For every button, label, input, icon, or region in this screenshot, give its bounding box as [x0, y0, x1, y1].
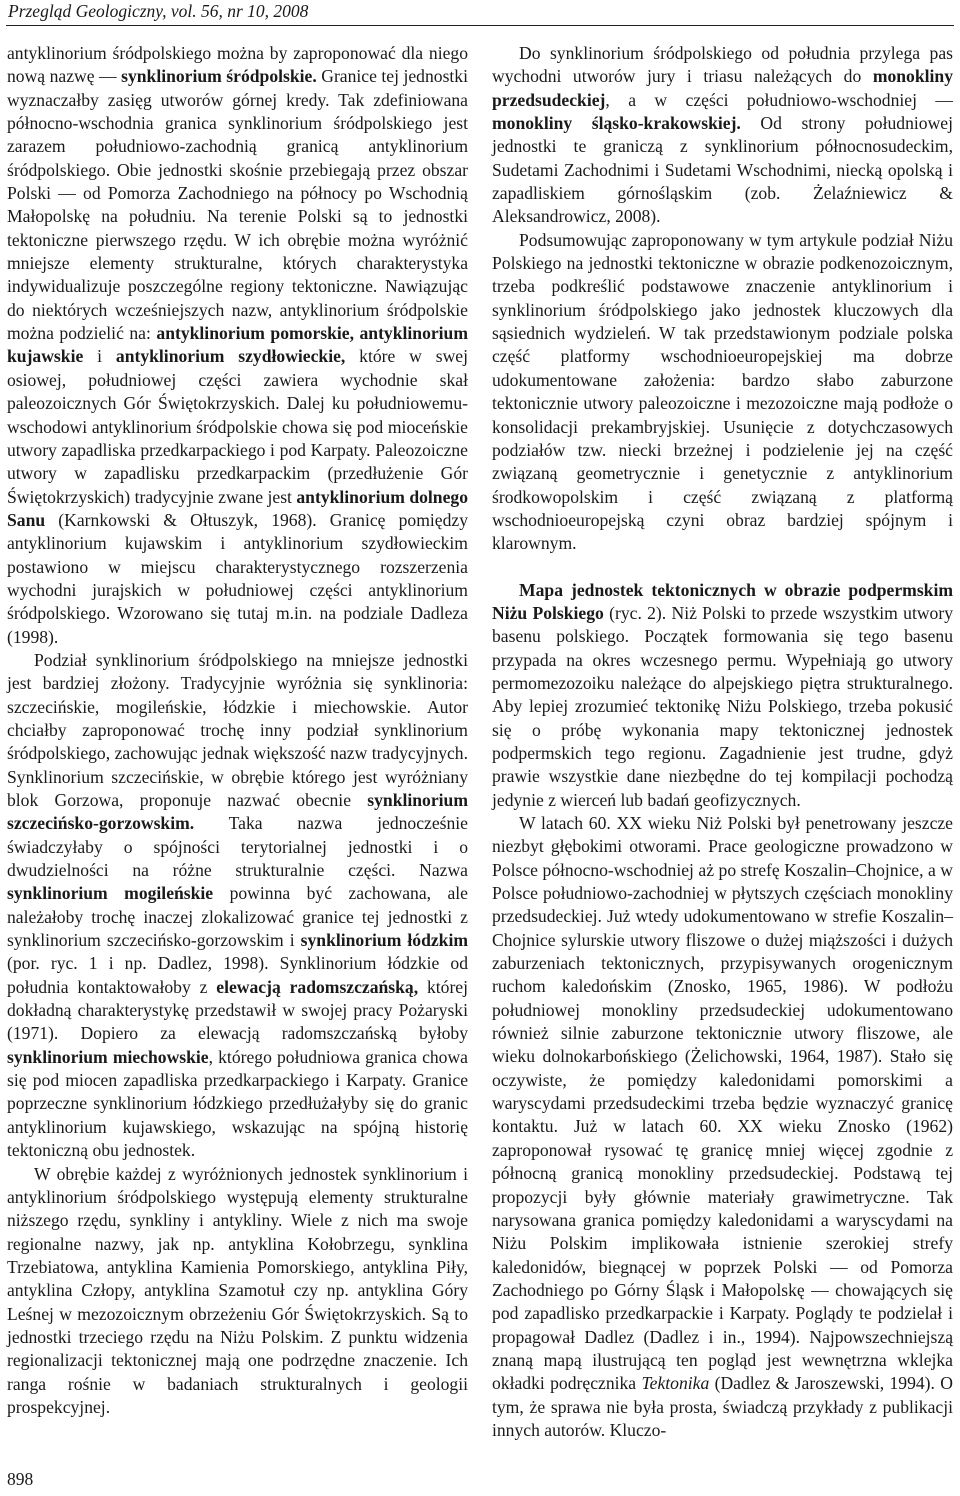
section-heading: Mapa jednostek tektonicznych w obrazie podpermskim Niżu Polskiego	[492, 579, 953, 623]
left-paragraph-2: Podział synklinorium śródpolskiego na mniejsze jednostki jest bardziej złożony. Tradycyjnie wyróżnia się synklinoria: szczecińskie, mogileńskie, łódzkie i miechowskie. Autor chciałby zaproponować trochę inny podział synklinorium śródpolskiego, zachowując jednak większość nazw tradycyjnych. Synklinorium szczecińskie, w obrębie którego jest wyróżniany blok Gorzowa, proponuje nazwać obecnie synklinorium szczecińsko-gorzowskim. Taka nazwa jednocześnie świadczyłaby o spójności terytorialnej jednostki i o dwudzielności na różne strukturalnie części. Nazwa synklinorium mogileńskie powinna być zachowana, ale należałoby trochę inaczej zlokalizować granice tej jednostki z synklinorium szczecińsko-gorzowskim i synklinorium łódzkim (por. ryc. 1 i np. Dadlez, 1998). Synklinorium łódzkie od południa kontaktowałoby z elewacją radomszczańską, której dokładną charakterystykę przedstawił w swojej pracy Pożaryski (1971). Dopiero za elewacją radomszczańską byłoby synklinorium miechowskie, którego południowa granica chowa się pod miocen zapadliska przedkarpackiego i Karpaty. Granice poprzeczne synklinorium łódzkiego przedłużałyby się do granic antyklinorium kujawskiego, wskazując na spójną historię tektoniczną obu jednostek.	[7, 649, 469, 1161]
right-paragraph-2: Podsumowując zaproponowany w tym artykule podział Niżu Polskiego na jednostki tektoniczne w obrazie podkenozoicznym, trzeba podkreślić podstawowe znaczenie antyklinorium i synklinorium śródpolskiego jako jednostek kluczowych dla sąsiednich wydzieleń. W tak przedstawionym podziale polska część platformy wschodnioeuropejskiej ma dobrze udokumentowane założenia: bardzo słabo zaburzone tektonicznie utwory paleozoiczne i mezozoiczne mają podłoże o konsolidacji prekambryjskiej. Usunięcie z dotychczasowych podziałów tzw. niecki brzeżnej i podzielenie jej na część związaną geometrycznie i genetycznie z antyklinorium środkowopolskim i część związaną z platformą wschodnioeuropejską czyni obraz bardziej spójnym i klarownym.	[492, 229, 953, 554]
page-number: 898	[7, 1469, 34, 1489]
right-column	[492, 42, 953, 1442]
header-rule	[6, 25, 954, 26]
left-paragraph-1: antyklinorium śródpolskiego można by zaproponować dla niego nową nazwę — synklinorium śródpolskie. Granice tej jednostki wyznaczałby zasięg utworów górnej kredy. Tak zdefiniowana północno-wschodnia granica synklinorium śródpolskiego jest zarazem południowo-zachodnią granicą antyklinorium śródpolskiego. Obie jednostki skośnie przebiegają przez obszar Polski — od Pomorza Zachodniego na północy po Wschodnią Małopolskę na południu. Na terenie Polski są to jednostki tektoniczne pierwszego rzędu. W ich obrębie można wyróżnić mniejsze elementy strukturalne, których charakterystyka indywidualizuje poszczególne regiony tektoniczne. Nawiązując do niektórych wcześniejszych nazw, antyklinorium śródpolskie można podzielić na: antyklinorium pomorskie, antyklinorium kujawskie i antyklinorium szydłowieckie, które w swej osiowej, południowej części zawiera wychodnie skał paleozoicznych Gór Świętokrzyskich. Dalej ku południowemu-wschodowi antyklinorium śródpolskie chowa się pod mioceńskie utwory zapadliska przedkarpackiego i pod Karpaty. Paleozoiczne utwory w zapadlisku przedkarpackim (przedłużenie Gór Świętokrzyskich) tradycyjnie zwane jest antyklinorium dolnego Sanu (Karnkowski & Ołtuszyk, 1968). Granicę pomiędzy antyklinorium kujawskim i antyklinorium szydłowieckim postawiono w miejscu charakterystycznego rozszerzenia wychodni jurajskich w południowej części antyklinorium śródpolskiego. Wzorowano się tutaj m.in. na podziale Dadleza (1998).	[7, 43, 468, 647]
left-column	[7, 42, 468, 1419]
section-heading-paragraph: Mapa jednostek tektonicznych w obrazie podpermskim Niżu Polskiego (ryc. 2). Niż Polski to przede wszystkim utwory basenu polskiego. Początek formowania się tego basenu przypada na okres wczesnego permu. Wypełniają go utwory permomezozoiku należące do alpejskiego piętra strukturalnego. Aby lepiej zrozumieć tektonikę Niżu Polskiego, trzeba pokusić się o próbę wykonania mapy tektonicznej jednostek podpermskich tego regionu. Zagadnienie jest trudne, gdyż prawie wszystkie dane niezbędne do tej kompilacji pochodzą jedynie z wierceń lub badań geofizycznych.	[492, 579, 953, 810]
left-paragraph-3: W obrębie każdej z wyróżnionych jednostek synklinorium i antyklinorium śródpolskiego występują elementy strukturalne niższego rzędu, synkliny i antykliny. Wiele z nich ma swoje regionalne nazwy, jak np. antyklina Kołobrzegu, synklina Trzebiatowa, antyklina Kamienia Pomorskiego, antyklina Piły, antyklina Człopy, antyklina Szamotuł czy np. antyklina Góry Leśnej w mezozoicznym obrzeżeniu Gór Świętokrzyskich. Są to jednostki trzeciego rzędu na Niżu Polskim. Z punktu widzenia regionalizacji tektonicznej mają one podrzędne znaczenie. Ich ranga rośnie w badaniach strukturalnych i geologii prospekcyjnej.	[7, 1163, 468, 1417]
running-head: Przegląd Geologiczny, vol. 56, nr 10, 2008	[8, 1, 309, 21]
right-paragraph-1: Do synklinorium śródpolskiego od południa przylega pas wychodni utworów jury i triasu należących do monokliny przedsudeckiej, a w części południowo-wschodniej — monokliny śląsko-krakowskiej. Od strony południowej jednostki te graniczą z synklinorium północnosudeckim, Sudetami Zachodnimi i Sudetami Wschodnimi, niecką opolską i zapadliskiem górnośląskim (zob. Żelaźniewicz & Aleksandrowicz, 2008).	[492, 43, 953, 227]
right-paragraph-4: W latach 60. XX wieku Niż Polski był penetrowany jeszcze niezbyt głębokimi otworami. Prace geologiczne prowadzono w Polsce północno-wschodniej aż po strefę Koszalin–Chojnice, a w Polsce południowo-zachodniej w płytszych częściach monokliny przedsudeckiej. Już wtedy udokumentowano w strefie Koszalin–Chojnice sylurskie utwory fliszowe o dużej miąższości i dużych zaburzeniach tektonicznych, przypisywanych orogenicznym ruchom kaledońskim (Znosko, 1965, 1986). W podłożu południowej monokliny przedsudeckiej udokumentowano również silnie zaburzone tektonicznie utwory fliszowe, ale wieku dolnokarbońskiego (Żelichowski, 1964, 1987). Stało się oczywiste, że pomiędzy kaledonidami pomorskimi a waryscydami przedsudeckimi trzeba będzie wyznaczyć granicę kontaktu. Już w latach 60. XX wieku Znosko (1962) zaproponował rysować tę granicę mniej więcej zgodnie z północną granicą monokliny przedsudeckiej. Podstawą tej propozycji były głównie materiały grawimetryczne. Tak narysowana granica pomiędzy kaledonidami a waryscydami na Niżu Polskim implikowała istnienie szerokiej strefy kaledonidów, biegnącej w poprzek Polski — od Pomorza Zachodniego po Górny Śląsk i Małopolskę — chowających się pod zapadlisko przedkarpackie i Karpaty. Poglądy te podzielał i propagował Dadlez (Dadlez i in., 1994). Najpowszechniejszą znaną mapą ilustrującą ten pogląd jest wewnętrzna wklejka okładki podręcznika Tektonika (Dadlez & Jaroszewski, 1994). O tym, że sprawa nie była prosta, świadczą przykłady z publikacji innych autorów. Kluczo-	[492, 813, 953, 1440]
